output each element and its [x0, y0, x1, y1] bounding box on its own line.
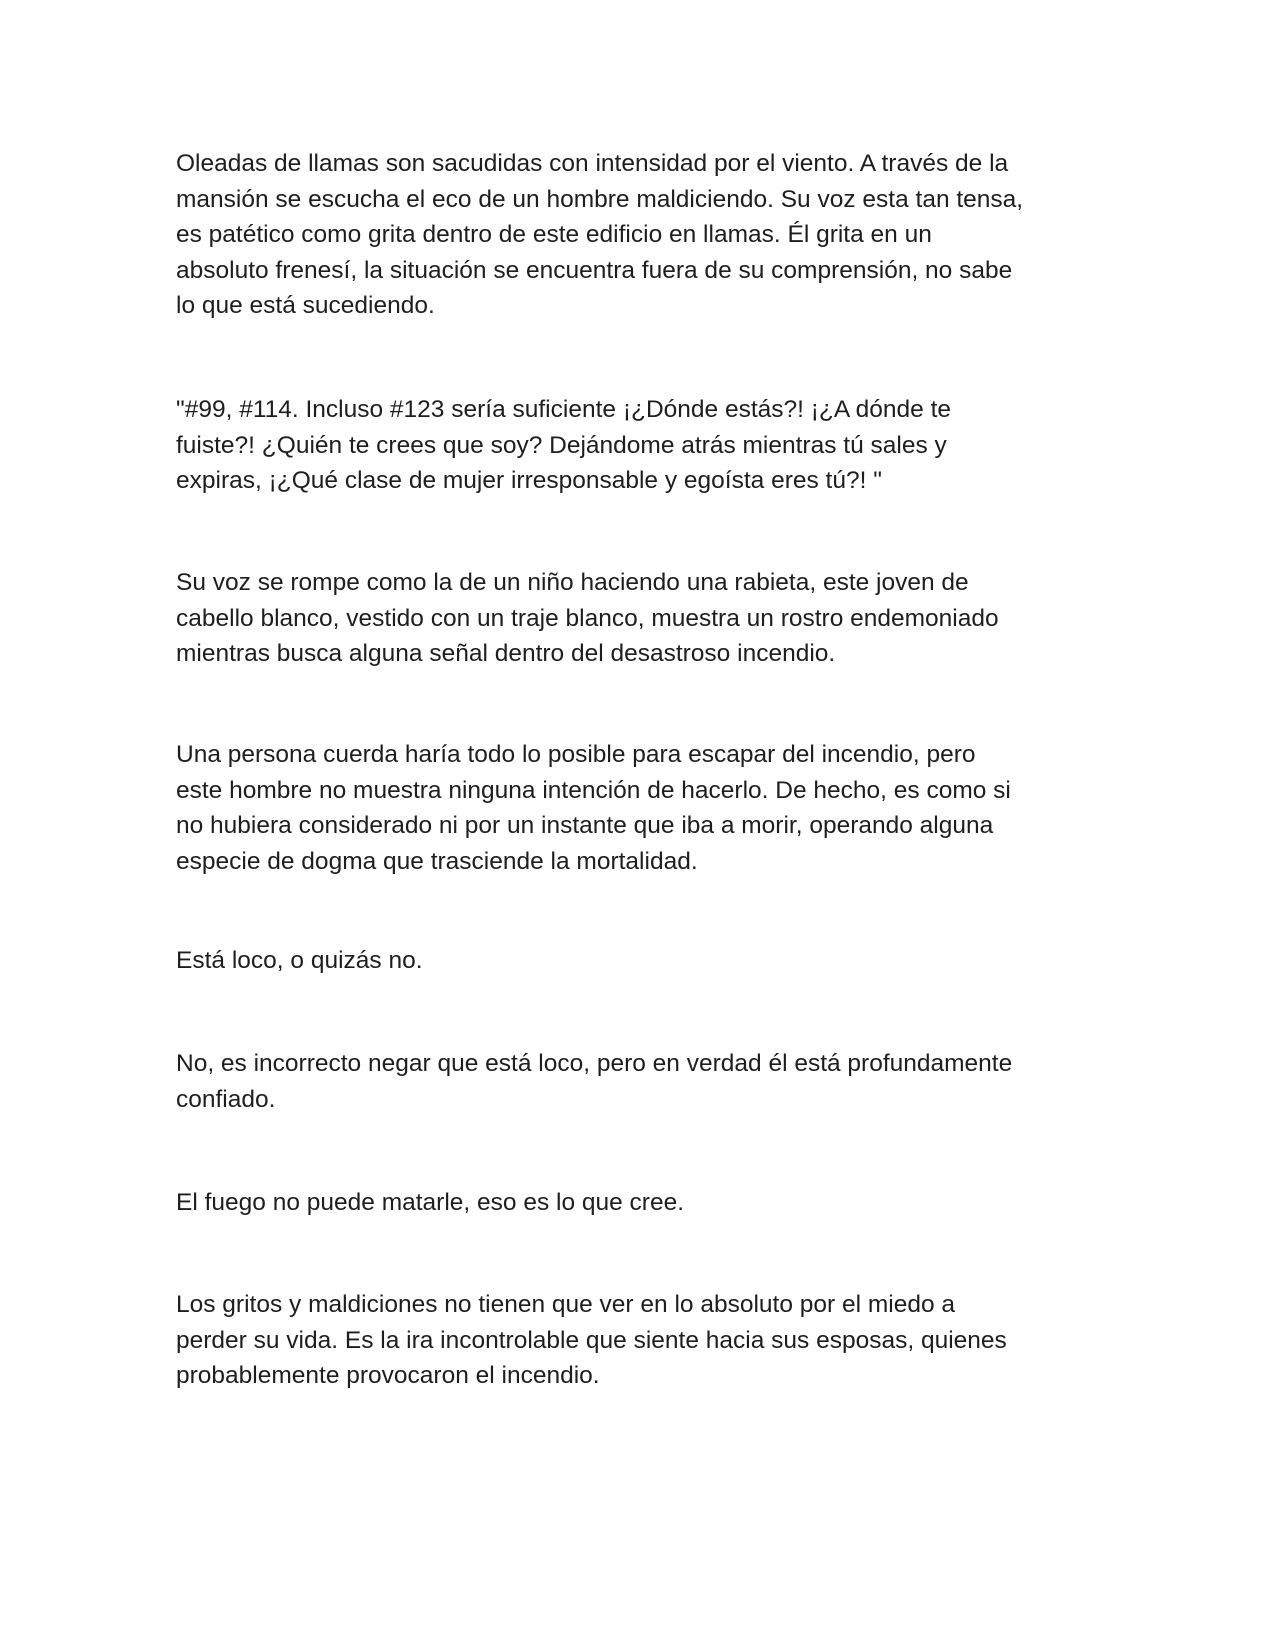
paragraph-1: Oleadas de llamas son sacudidas con intensidad por el viento. A través de la mansión se escucha el eco de un hombre maldiciendo. Su voz esta tan tensa, es patético como grita dentro de este edificio en llamas. Él grita en un absoluto frenesí, la situación se encuentra fuera de su comprensión, no sabe lo que está sucediendo.: [176, 150, 1024, 319]
paragraph-2-quote: "#99, #114. Incluso #123 sería suficiente ¡¿Dónde estás?! ¡¿A dónde te fuiste?! ¿Quién te crees que soy? Dejándome atrás mientras tú sales y expiras, ¡¿Qué clase de mujer irresponsable y egoísta eres tú?! ": [176, 396, 952, 494]
paragraph-7: El fuego no puede matarle, eso es lo que cree.: [176, 1189, 685, 1216]
paragraph-5: Está loco, o quizás no.: [176, 947, 423, 974]
paragraph-8: Los gritos y maldiciones no tienen que ver en lo absoluto por el miedo a perder su vida. Es la ira incontrolable que siente hacia sus esposas, quienes probablemente provocaron el incendio.: [176, 1291, 1007, 1389]
paragraph-4: Una persona cuerda haría todo lo posible para escapar del incendio, pero este hombre no muestra ninguna intención de hacerlo. De hecho, es como si no hubiera considerado ni por un instante que iba a morir, operando alguna especie de dogma que trasciende la mortalidad.: [176, 741, 1011, 875]
paragraph-6: No, es incorrecto negar que está loco, pero en verdad él está profundamente confiado.: [176, 1050, 1013, 1113]
paragraph-3: Su voz se rompe como la de un niño haciendo una rabieta, este joven de cabello blanco, vestido con un traje blanco, muestra un rostro endemoniado mientras busca alguna señal dentro del desastroso incendio.: [176, 569, 999, 667]
